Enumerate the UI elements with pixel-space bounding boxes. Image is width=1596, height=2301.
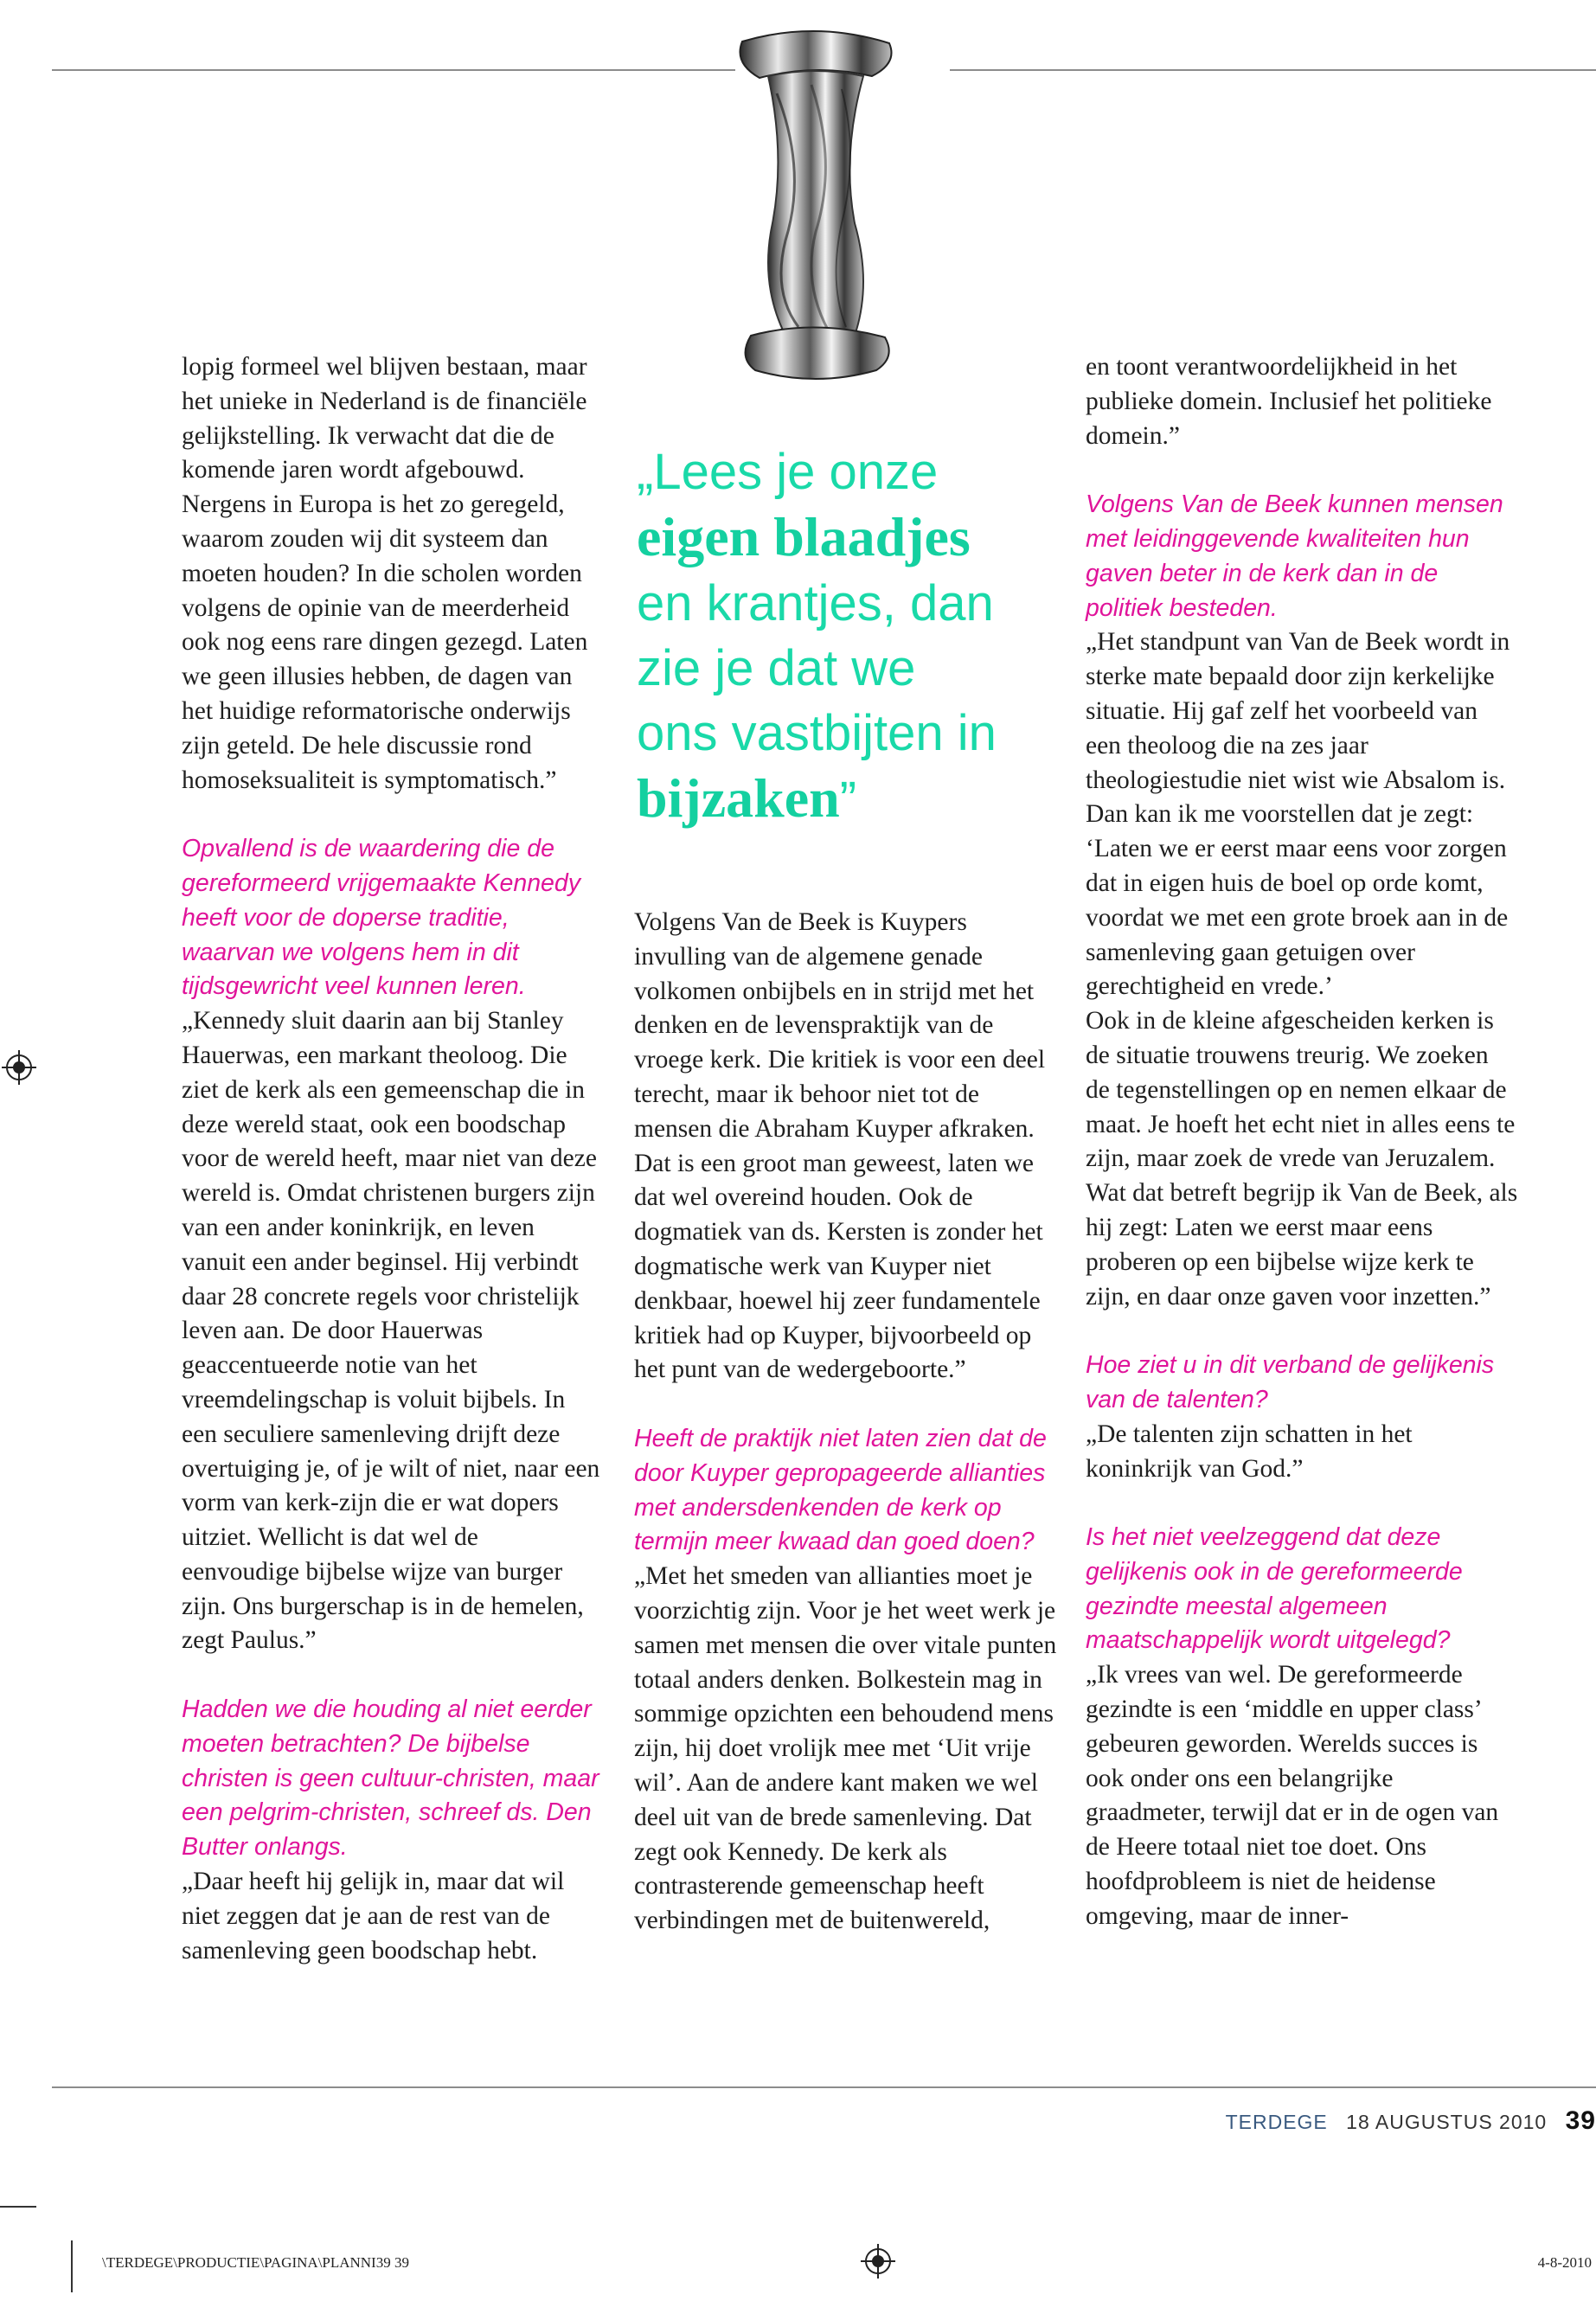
pull-quote-line: ons vastbijten in <box>637 705 997 761</box>
interview-question: Volgens Van de Beek kunnen mensen met leidinggevende kwaliteiten hun gaven beter in de kerk dan in de politiek besteden. <box>1086 490 1503 622</box>
column-3-paragraph: „Het standpunt van Van de Beek wordt in sterke mate bepaald door zijn kerkelijke situatie. Hij gaf zelf het voorbeeld van een theoloog die na zes jaar theologiestudie niet wist wie Absalom is. Dan kan ik me voorstellen dat je zegt: ‘Laten we er eerst maar eens voor zorgen dat in eigen huis de boel op orde komt, voordat we met een grote broek aan in de samenleving gaan getuigen over gerechtigheid en vrede.’ <box>1086 628 1510 1001</box>
interview-question: Heeft de praktijk niet laten zien dat de door Kuyper gepropageerde allianties met andersdenkenden de kerk op termijn meer kwaad dan goed doen? <box>634 1424 1047 1556</box>
issue-date: 18 AUGUSTUS 2010 <box>1346 2111 1548 2133</box>
interview-question: Opvallend is de waardering die de gereformeerd vrijgemaakte Kennedy heeft voor de doperse traditie, waarvan we volgens hem in dit tijdsgewricht veel kunnen leren. <box>182 835 580 1001</box>
slug-path: \TERDEGE\PRODUCTIE\PAGINA\PLANNI39 39 <box>102 2254 409 2271</box>
pull-quote-line: zie je dat we <box>637 640 916 696</box>
column-1 <box>182 350 602 1968</box>
column-3-paragraph: „Ik vrees van wel. De gereformeerde gezindte is een ‘middle en upper class’ gebeuren geworden. Werelds succes is ook onder ons een belangrijke graadmeter, terwijl dat er in de ogen van de Heere totaal niet toe doet. Ons hoofdprobleem is niet de heidense omgeving, maar de inner- <box>1086 1661 1499 1930</box>
pull-quote-close-mark: ” <box>839 772 857 828</box>
registration-mark-left <box>2 1050 36 1085</box>
column-2 <box>634 906 1058 1939</box>
bottom-rule <box>52 2086 1596 2088</box>
pull-quote-emphasis: bijzaken <box>637 767 840 829</box>
slug-date: 4-8-2010 <box>1537 2254 1592 2271</box>
page-footer <box>1226 2106 1596 2136</box>
magazine-name: TERDEGE <box>1225 2111 1328 2133</box>
column-3-paragraph: Ook in de kleine afgescheiden kerken is de situatie trouwens treurig. We zoeken de tegenstellingen op en nemen elkaar de maat. Je hoeft het echt niet in alles eens te zijn, maar zoek de vrede van Jeruzalem. Wat dat betreft begrijp ik Van de Beek, als hij zegt: Laten we eerst maar eens proberen op een bijbelse wijze kerk te zijn, en daar onze gaven voor inzetten.” <box>1086 1007 1518 1311</box>
pull-quote-line: en krantjes, dan <box>637 575 994 631</box>
pull-quote-emphasis: eigen blaadjes <box>637 506 971 567</box>
pull-quote-line: „Lees je onze <box>637 444 939 500</box>
interview-question: Is het niet veelzeggend dat deze gelijkenis ook in de gereformeerde gezindte meestal algemeen maatschappelijk wordt uitgelegd? <box>1086 1523 1463 1655</box>
column-1-paragraph: „Kennedy sluit daarin aan bij Stanley Hauerwas, een markant theoloog. Die ziet de kerk als een gemeenschap die in deze wereld staat, ook een boodschap voor de wereld heeft, maar niet van deze wereld is. Omdat christenen burgers zijn van een ander koninkrijk, en leven vanuit een ander beginsel. Hij verbindt daar 28 concrete regels voor christelijk leven aan. De door Hauerwas geaccentueerde notie van het vreemdelingschap is voluit bijbels. In een seculiere samenleving drijft deze overtuiging je, of je wilt of niet, naar een vorm van kerk-zijn die er wat dopers uitziet. Wellicht is dat wel de eenvoudige bijbelse wijze van burger zijn. Ons burgerschap is in de hemelen, zegt Paulus.” <box>182 1007 600 1655</box>
column-1-paragraph: lopig formeel wel blijven bestaan, maar het unieke in Nederland is de financiële gelijkstelling. Ik verwacht dat die de komende jaren wordt afgebouwd. Nergens in Europa is het zo geregeld, waarom zouden wij dit systeem dan moeten houden? In die scholen worden volgens de opinie van de meerderheid ook nog eens rare dingen gezegd. Laten we geen illusies hebben, de dagen van het huidige reformatorische onderwijs zijn geteld. De hele discussie rond homoseksualiteit is symptomatisch.” <box>182 353 588 794</box>
page-number: 39 <box>1565 2106 1596 2135</box>
column-2-paragraph: „Met het smeden van allianties moet je voorzichtig zijn. Voor je het weet werk je samen met mensen die over vitale punten totaal anders denken. Bolkestein mag in sommige opzichten een behoudend mens zijn, hij doet vrolijk mee met ‘Uit vrije wil’. Aan de andere kant maken we wel deel uit van de brede samenleving. Dat zegt ook Kennedy. De kerk als contrasterende gemeenschap heeft verbindingen met de buitenwereld, <box>634 1562 1057 1935</box>
column-3-paragraph: en toont verantwoordelijkheid in het publieke domein. Inclusief het politieke domein.” <box>1086 353 1492 450</box>
column-2-paragraph: Volgens Van de Beek is Kuypers invulling van de algemene genade volkomen onbijbels en in strijd met het denken en de levenspraktijk van de vroege kerk. Die kritiek is voor een deel terecht, maar ik behoor niet tot de mensen die Abraham Kuyper afkraken. Dat is een groot man geweest, laten we dat wel overeind houden. Ook de dogmatiek van ds. Kersten is zonder het dogmatische werk van Kuyper niet denkbaar, hoewel hij zeer fundamentele kritiek had op Kuyper, bijvoorbeeld op het punt van de wedergeboorte.” <box>634 908 1046 1384</box>
top-rule-left <box>52 69 735 71</box>
interview-question: Hoe ziet u in dit verband de gelijkenis van de talenten? <box>1086 1351 1495 1413</box>
top-rule-right <box>950 69 1596 71</box>
column-3-paragraph: „De talenten zijn schatten in het koninkrijk van God.” <box>1086 1420 1413 1483</box>
crop-mark <box>0 2206 36 2208</box>
column-3 <box>1086 350 1518 1934</box>
pull-quote <box>637 439 1052 832</box>
registration-mark-bottom <box>861 2244 895 2279</box>
twisted-column-illustration <box>725 24 907 388</box>
crop-mark <box>71 2240 73 2292</box>
interview-question: Hadden we die houding al niet eerder moeten betrachten? De bijbelse christen is geen cultuur-christen, maar een pelgrim-christen, schreef ds. Den Butter onlangs. <box>182 1695 599 1862</box>
column-1-paragraph: „Daar heeft hij gelijk in, maar dat wil niet zeggen dat je aan de rest van de samenleving geen boodschap hebt. <box>182 1868 565 1965</box>
